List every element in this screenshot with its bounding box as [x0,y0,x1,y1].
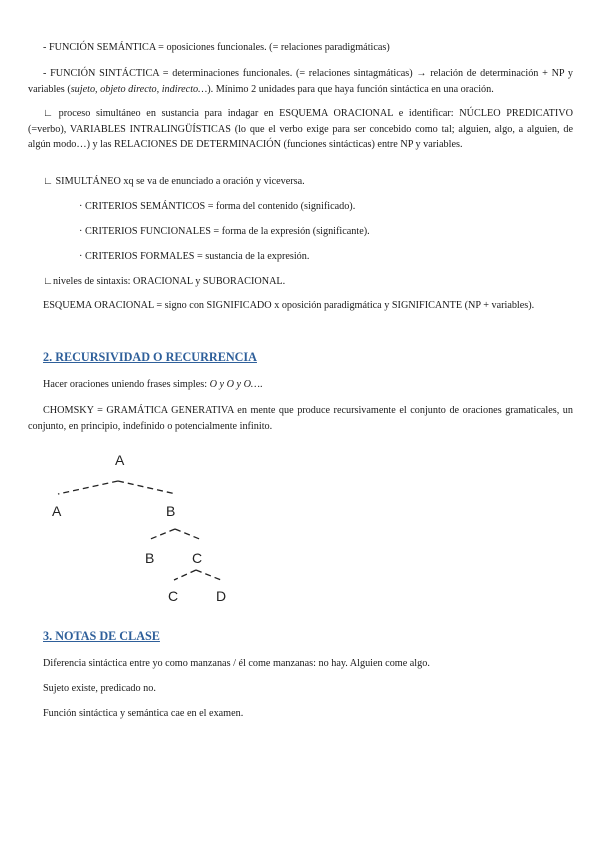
section-heading-recursividad: 2. RECURSIVIDAD O RECURRENCIA [43,350,257,364]
funcion-sintactica-italic: sujeto, objeto directo, indirecto… [70,83,208,95]
tree-node-left3: C [168,588,179,604]
tree-node-root: A [115,452,125,468]
esquema-paragraph: ESQUEMA ORACIONAL = signo con SIGNIFICADO x oposición paradigmática y SIGNIFICANTE (NP + variables). [43,300,535,311]
proceso-paragraph: ∟ proceso simultáneo en sustancia para indagar en ESQUEMA ORACIONAL e identificar: NÚCLEO PREDICATIVO (=verbo), VARIABLES INTRALINGÜÍSTICAS (lo que el verbo exige para ser concebido como tal; alguien, algo, a alguien, de algún modo…) y las RELACIONES DE DETERMINACIÓN (funciones sintácticas) entre NP y variables. [28,108,573,150]
tree-edge-b-right [175,529,202,540]
funcion-sintactica-text-c: ). Mínimo 2 unidades para que haya función sintáctica en una oración. [207,83,494,95]
tree-node-right3: D [216,588,227,604]
funcion-examen-line: Función sintáctica y semántica cae en el examen. [43,708,244,719]
criterios-semanticos-item: · CRITERIOS SEMÁNTICOS = forma del contenido (significado). [79,201,356,212]
tree-node-left2: B [145,550,155,566]
funcion-sintactica-text-a: - FUNCIÓN SINTÁCTICA = determinaciones funcionales. (= relaciones sintagmáticas) → relación de determinación [43,68,539,79]
tree-edge-c-left [174,570,196,580]
hacer-text-a: Hacer oraciones uniendo frases simples: [43,379,210,390]
simultaneo-line: ∟ SIMULTÁNEO xq se va de enunciado a oración y viceversa. [43,176,305,187]
section-heading-notas: 3. NOTAS DE CLASE [43,629,160,643]
diferencia-line: Diferencia sintáctica entre yo como manzanas / él come manzanas: no hay. Alguien come algo. [43,658,430,669]
tree-edge-c-right [196,570,221,580]
sujeto-line: Sujeto existe, predicado no. [43,683,156,694]
niveles-line: ∟niveles de sintaxis: ORACIONAL y SUBORACIONAL. [43,276,286,287]
funcion-sintactica-text-b: + NP y variables ( [28,68,574,95]
tree-node-right1: B [166,503,176,519]
chomsky-paragraph: CHOMSKY = GRAMÁTICA GENERATIVA en mente que produce recursivamente el conjunto de oraciones gramaticales, un conjunto, en principio, indefinido o potencialmente infinito. [28,405,573,432]
tree-edge-b-left [148,529,175,540]
criterios-funcionales-item: · CRITERIOS FUNCIONALES = forma de la expresión (significante). [79,226,370,237]
tree-node-left1: A [52,503,62,519]
hacer-text-b: . [260,379,263,390]
tree-edge-root-left [58,481,118,494]
criterios-formales-item: · CRITERIOS FORMALES = sustancia de la expresión. [79,251,310,262]
funcion-semantica-line: - FUNCIÓN SEMÁNTICA = oposiciones funcionales. (= relaciones paradigmáticas) [43,42,390,53]
tree-node-right2: C [192,550,203,566]
tree-edge-root-right [118,481,176,494]
hacer-italic: O y O y O… [209,379,260,390]
